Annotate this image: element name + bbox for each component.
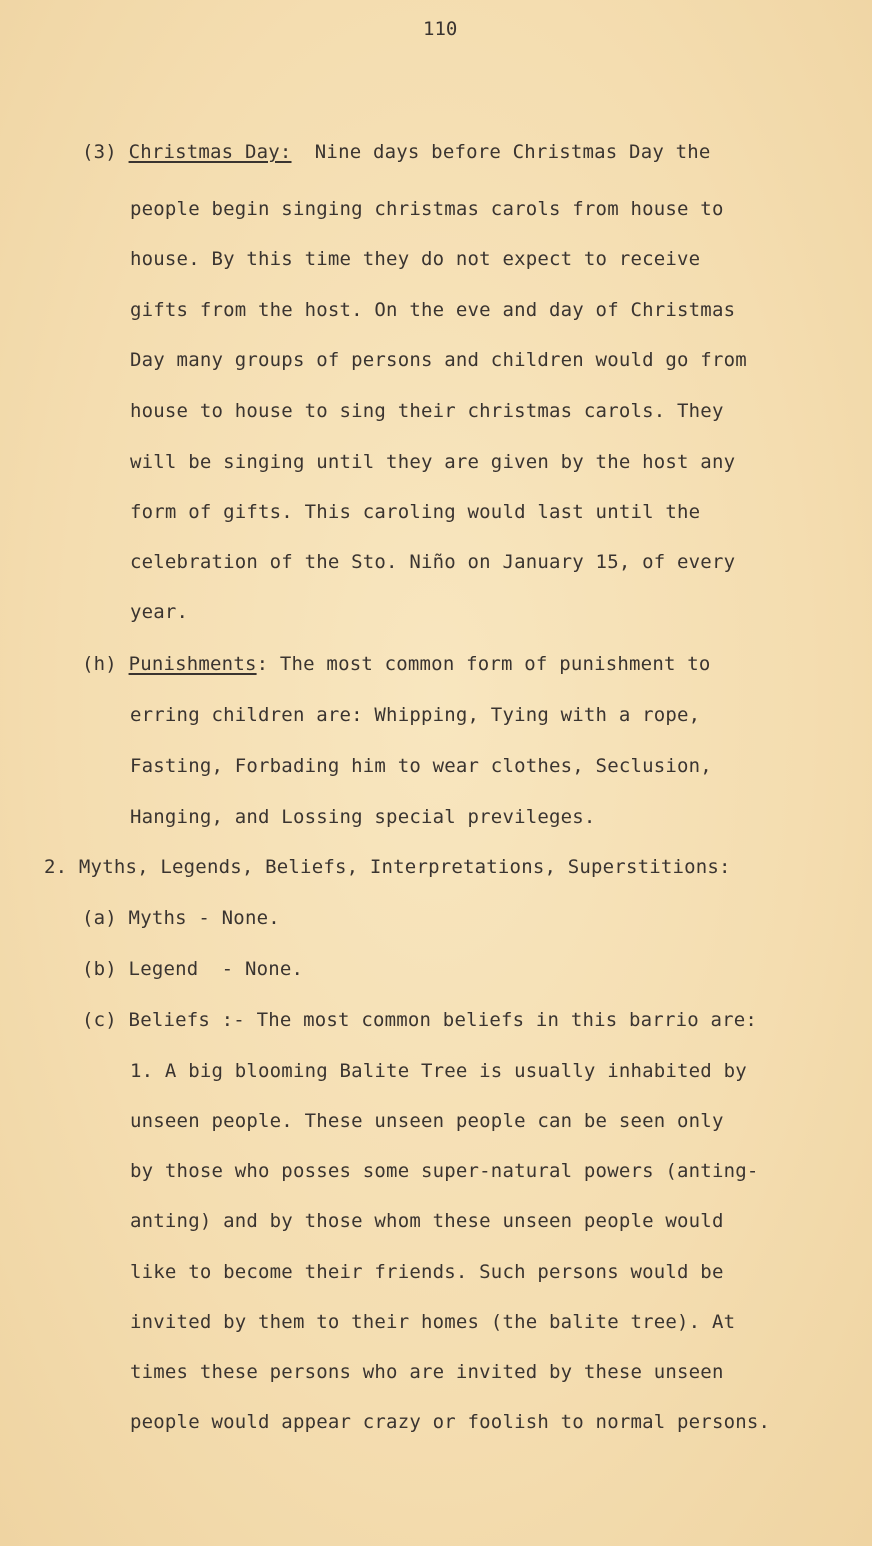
christmas-day-line-4: gifts from the host. On the eve and day of Christmas <box>130 299 736 321</box>
christmas-day-line-2: people begin singing christmas carols from house to <box>130 198 724 220</box>
belief-line-8: people would appear crazy or foolish to normal persons. <box>130 1411 771 1433</box>
belief-line-7: times these persons who are invited by these unseen <box>130 1361 724 1383</box>
punishments-line-4: Hanging, and Lossing special previleges. <box>130 806 596 828</box>
punishments-marker: (h) <box>82 653 117 675</box>
punishments-first-line <box>82 655 711 674</box>
myths-line: (a) Myths - None. <box>82 907 280 929</box>
belief-line-6: invited by them to their homes (the balite tree). At <box>130 1311 736 1333</box>
page-number: 110 <box>423 18 458 40</box>
belief-line-5: like to become their friends. Such persons would be <box>130 1261 724 1283</box>
christmas-day-heading: Christmas Day: <box>128 141 292 163</box>
legend-line: (b) Legend - None. <box>82 958 304 980</box>
punishments-line-3: Fasting, Forbading him to wear clothes, Seclusion, <box>130 755 712 777</box>
punishments-line-2: erring children are: Whipping, Tying with a rope, <box>130 704 701 726</box>
christmas-day-line-3: house. By this time they do not expect to receive <box>130 248 701 270</box>
belief-line-2: unseen people. These unseen people can be seen only <box>130 1110 724 1132</box>
punishments-heading: Punishments <box>128 653 257 675</box>
christmas-day-first-line <box>82 143 711 162</box>
christmas-day-line-1: Nine days before Christmas Day the <box>314 141 711 163</box>
christmas-day-line-9: celebration of the Sto. Niño on January 15, of every <box>130 551 736 573</box>
belief-line-3: by those who posses some super-natural powers (anting- <box>130 1160 759 1182</box>
christmas-day-line-6: house to house to sing their christmas carols. They <box>130 400 724 422</box>
christmas-day-line-5: Day many groups of persons and children would go from <box>130 349 747 371</box>
belief-line-1: 1. A big blooming Balite Tree is usually inhabited by <box>130 1060 747 1082</box>
section-2-heading: 2. Myths, Legends, Beliefs, Interpretations, Superstitions: <box>44 856 731 878</box>
christmas-day-marker: (3) <box>82 141 117 163</box>
punishments-line-1: The most common form of punishment to <box>279 653 711 675</box>
christmas-day-line-8: form of gifts. This caroling would last until the <box>130 501 701 523</box>
punishments-colon: : <box>256 653 269 675</box>
beliefs-intro: (c) Beliefs :- The most common beliefs in this barrio are: <box>82 1009 758 1031</box>
belief-line-4: anting) and by those whom these unseen people would <box>130 1210 724 1232</box>
christmas-day-line-10: year. <box>130 601 189 623</box>
christmas-day-line-7: will be singing until they are given by the host any <box>130 451 736 473</box>
